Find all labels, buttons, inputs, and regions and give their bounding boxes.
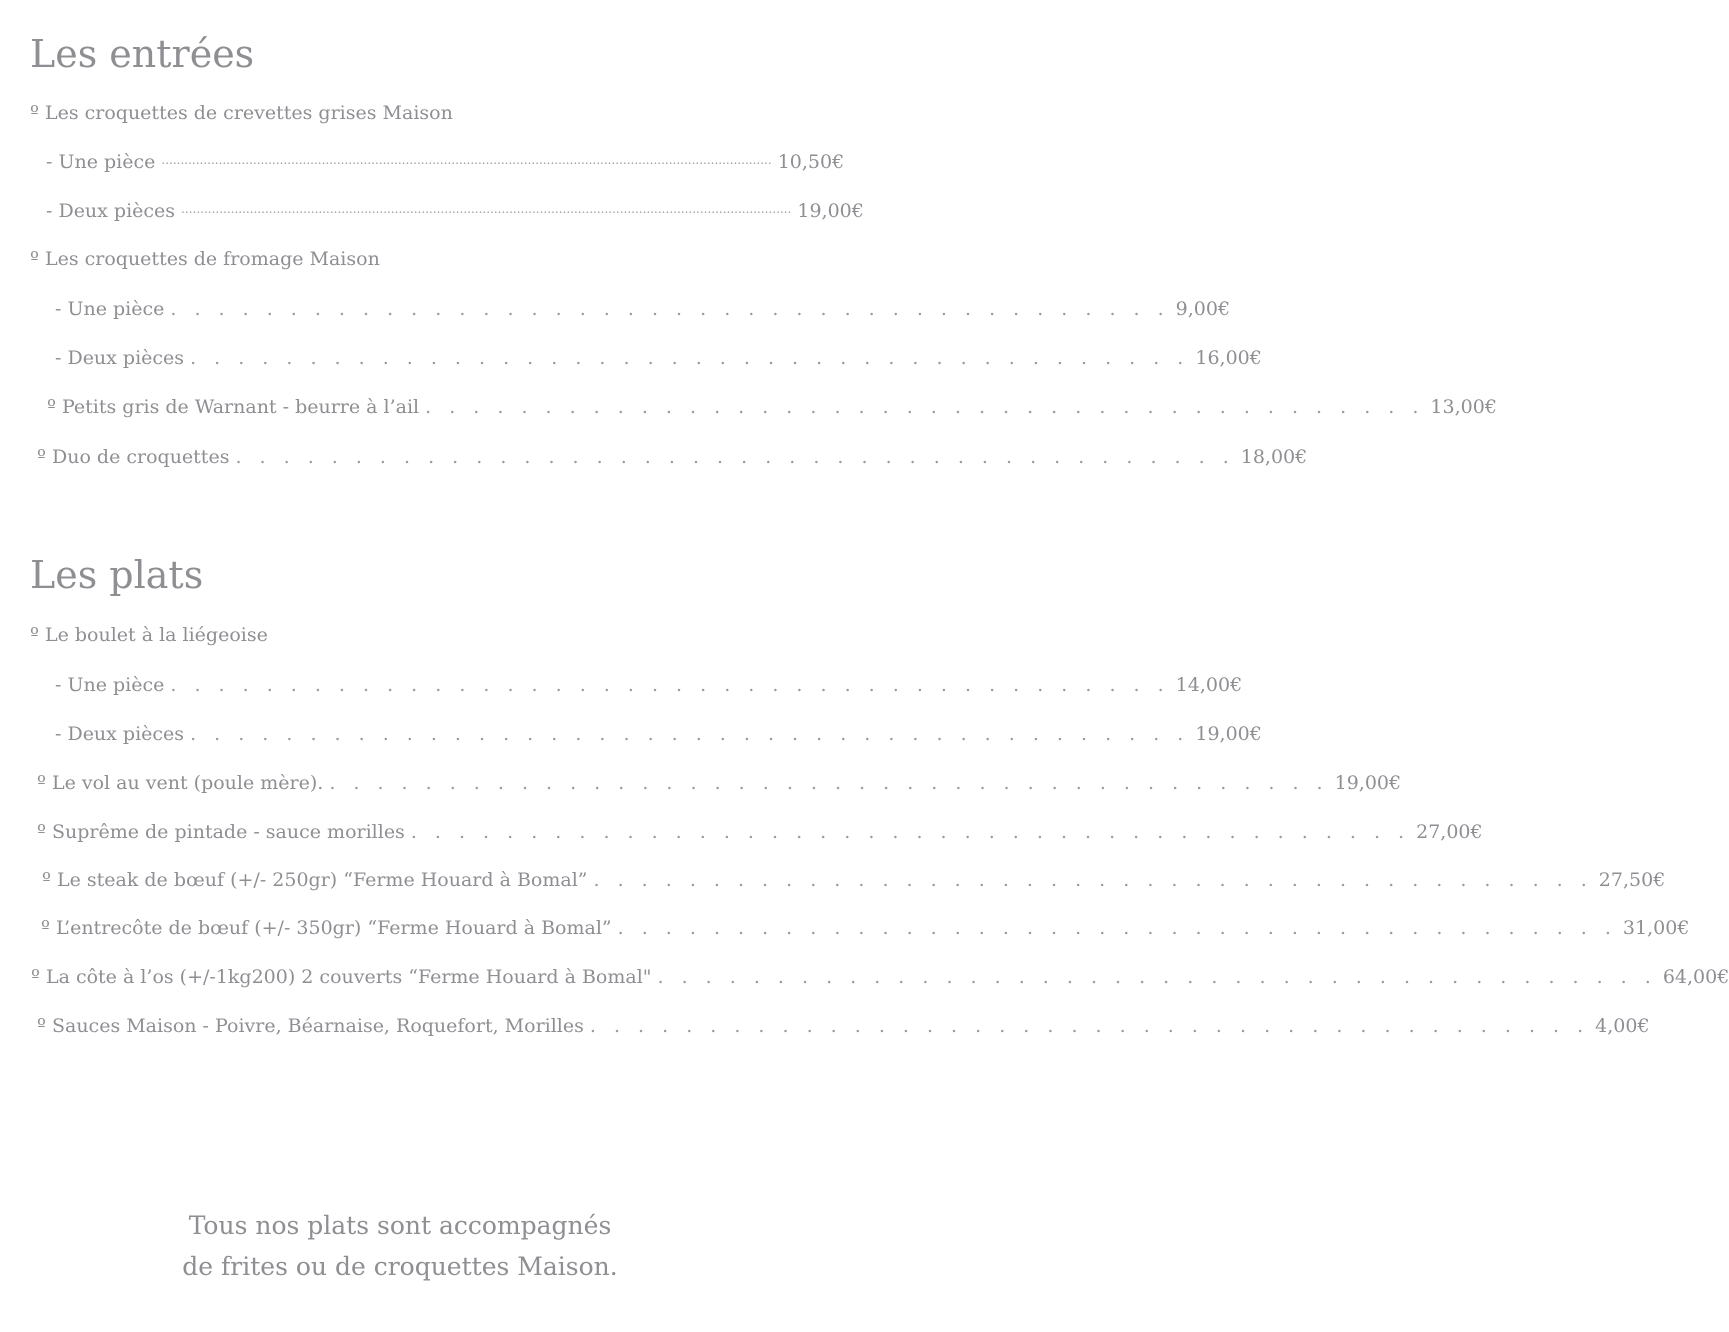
dot-leader: . . . . . . . . . . . . . . . . . . . . . . . . . . . . . . . . . . . . . . . . . . bbox=[425, 396, 1425, 418]
dot-leader: ................................................................................................................................................................ bbox=[161, 153, 772, 167]
menu-item-price: 13,00€ bbox=[1430, 396, 1497, 418]
menu-item-price: 19,00€ bbox=[1334, 772, 1402, 794]
menu-item-price: 27,00€ bbox=[1416, 821, 1483, 843]
menu-item-sauces bbox=[37, 1009, 1650, 1039]
dot-leader: . . . . . . . . . . . . . . . . . . . . . . . . . . . . . . . . . . . . . . . . . . bbox=[170, 298, 1170, 320]
menu-item-petits-gris bbox=[47, 390, 1497, 420]
menu-item-label: - Deux pièces bbox=[55, 347, 185, 369]
dot-leader: . . . . . . . . . . . . . . . . . . . . . . . . . . . . . . . . . . . . . . . . . . bbox=[329, 772, 1329, 794]
menu-item-price: 10,50€ bbox=[777, 151, 845, 173]
dot-leader: . . . . . . . . . . . . . . . . . . . . . . . . . . . . . . . . . . . . . . . . . . bbox=[593, 869, 1593, 891]
menu-item-label: º La côte à l’os (+/-1kg200) 2 couverts “Ferme Houard à Bomal" bbox=[31, 966, 652, 988]
menu-item-label: º L’entrecôte de bœuf (+/- 350gr) “Ferme Houard à Bomal” bbox=[41, 917, 612, 939]
menu-item-label: º Duo de croquettes bbox=[37, 446, 230, 468]
dot-leader: . . . . . . . . . . . . . . . . . . . . . . . . . . . . . . . . . . . . . . . . . . bbox=[235, 446, 1235, 468]
footer-line-2: de frites ou de croquettes Maison. bbox=[182, 1252, 618, 1281]
dot-leader: . . . . . . . . . . . . . . . . . . . . . . . . . . . . . . . . . . . . . . . . . . bbox=[589, 1015, 1590, 1037]
dot-leader: . . . . . . . . . . . . . . . . . . . . . . . . . . . . . . . . . . . . . . . . . . bbox=[190, 723, 1190, 745]
menu-item-label: - Une pièce bbox=[55, 674, 165, 696]
menu-item-price: 27,50€ bbox=[1598, 869, 1666, 891]
menu-item-price: 31,00€ bbox=[1622, 917, 1690, 939]
menu-item-price: 18,00€ bbox=[1240, 446, 1308, 468]
footer-note bbox=[0, 1205, 800, 1287]
menu-item-boulet-une-piece bbox=[55, 668, 1243, 698]
menu-item-steak bbox=[42, 863, 1666, 893]
menu-item-crevettes-une-piece bbox=[46, 145, 845, 175]
menu-item-price: 19,00€ bbox=[797, 200, 864, 222]
menu-item-label: º Le steak de bœuf (+/- 250gr) “Ferme Houard à Bomal” bbox=[42, 869, 588, 891]
dot-leader: . . . . . . . . . . . . . . . . . . . . . . . . . . . . . . . . . . . . . . . . . . bbox=[410, 821, 1411, 843]
menu-item-label: º Sauces Maison - Poivre, Béarnaise, Roquefort, Morilles bbox=[37, 1015, 584, 1037]
footer-line-1: Tous nos plats sont accompagnés bbox=[188, 1211, 612, 1240]
menu-item-price: 64,00€ bbox=[1662, 966, 1729, 988]
dot-leader: . . . . . . . . . . . . . . . . . . . . . . . . . . . . . . . . . . . . . . . . . . bbox=[657, 966, 1657, 988]
menu-item-label: - Deux pièces bbox=[55, 723, 185, 745]
menu-item-label: º Le vol au vent (poule mère). bbox=[37, 772, 324, 794]
menu-item-label: - Deux pièces bbox=[46, 200, 176, 222]
menu-item-vol-au-vent bbox=[37, 766, 1402, 796]
menu-item-duo-croquettes bbox=[37, 440, 1308, 470]
menu-item-label: º Suprême de pintade - sauce morilles bbox=[37, 821, 405, 843]
section-title-entrees: Les entrées bbox=[30, 32, 255, 76]
menu-item-price: 4,00€ bbox=[1595, 1015, 1650, 1037]
menu-item-label: º Petits gris de Warnant - beurre à l’ail bbox=[47, 396, 420, 418]
heading-boulet: º Le boulet à la liégeoise bbox=[30, 624, 268, 646]
menu-item-pintade bbox=[37, 815, 1483, 845]
menu-item-cote-a-los bbox=[31, 960, 1729, 990]
dot-leader: ................................................................................................................................................................ bbox=[181, 202, 792, 216]
menu-item-crevettes-deux-pieces bbox=[46, 194, 864, 224]
menu-item-fromage-deux-pieces bbox=[55, 341, 1262, 371]
heading-croquettes-fromage: º Les croquettes de fromage Maison bbox=[30, 248, 380, 270]
menu-item-price: 9,00€ bbox=[1175, 298, 1231, 320]
menu-item-label: - Une pièce bbox=[55, 298, 165, 320]
dot-leader: . . . . . . . . . . . . . . . . . . . . . . . . . . . . . . . . . . . . . . . . . . bbox=[170, 674, 1170, 696]
menu-item-price: 19,00€ bbox=[1195, 723, 1262, 745]
menu-item-fromage-une-piece bbox=[55, 292, 1231, 322]
menu-item-label: - Une pièce bbox=[46, 151, 156, 173]
menu-item-price: 16,00€ bbox=[1195, 347, 1262, 369]
dot-leader: . . . . . . . . . . . . . . . . . . . . . . . . . . . . . . . . . . . . . . . . . . bbox=[190, 347, 1190, 369]
dot-leader: . . . . . . . . . . . . . . . . . . . . . . . . . . . . . . . . . . . . . . . . . . bbox=[617, 917, 1617, 939]
menu-item-price: 14,00€ bbox=[1175, 674, 1243, 696]
heading-croquettes-crevettes: º Les croquettes de crevettes grises Maison bbox=[30, 102, 453, 124]
menu-item-boulet-deux-pieces bbox=[55, 717, 1262, 747]
menu-item-entrecote bbox=[41, 911, 1690, 941]
section-title-plats: Les plats bbox=[30, 553, 204, 597]
